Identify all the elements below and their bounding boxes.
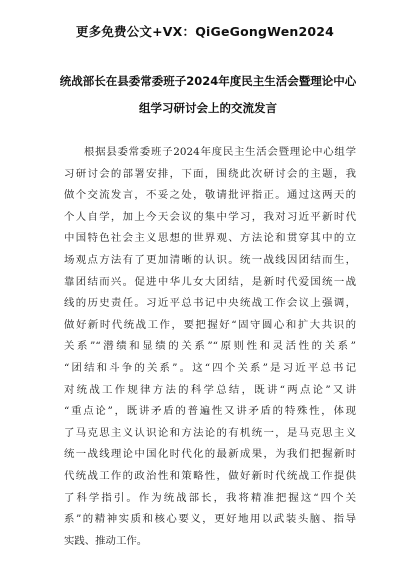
body-line: “重点论”，既讲矛盾的普遍性又讲矛盾的特殊性，体现 [64, 405, 356, 418]
body-line: 根据县委常委班子2024年度民主生活会暨理论中心组学 [84, 146, 356, 158]
body-line: 统一战线理论中国化时代化的最新成果，为我们把握新时 [64, 448, 356, 461]
body-line: 靠团结而兴。促进中华儿女大团结，是新时代爱国统一战 [64, 275, 356, 288]
body-line: 个人自学，加上今天会议的集中学习，我对习近平新时代 [64, 210, 356, 223]
body-line: 系”的精神实质和核心要义，更好地用以武装头脑、指导 [64, 513, 356, 526]
body-line: 做好新时代统战工作，要把握好“固守圆心和扩大共识的 [64, 318, 356, 331]
document-title [58, 68, 358, 122]
body-line: 中国特色社会主义思想的世界观、方法论和贯穿其中的立 [64, 232, 356, 245]
body-line: “团结和斗争的关系”。这“四个关系”是习近平总书记 [64, 361, 356, 374]
body-line: 场观点方法有了更加清晰的认识。统一战线因团结而生， [64, 253, 356, 266]
document-body [64, 142, 356, 552]
body-line: 对统战工作规律方法的科学总结，既讲“两点论”又讲 [64, 383, 356, 396]
body-line: 了科学指引。作为统战部长，我将精准把握这“四个关 [64, 491, 356, 504]
body-line: 做个交流发言，不妥之处，敬请批评指正。通过这两天的 [64, 189, 356, 202]
title-line-1: 统战部长在县委常委班子2024年度民主生活会暨理论中心 [59, 74, 357, 88]
body-line: 实践、推动工作。 [64, 534, 148, 547]
body-line: 代统战工作的政治性和策略性，做好新时代统战工作提供 [64, 469, 356, 482]
body-line: 线的历史责任。习近平总书记中央统战工作会议上强调， [64, 297, 356, 310]
body-line: 习研讨会的部署安排，下面，围绕此次研讨会的主题，我 [64, 167, 356, 180]
promo-banner: 更多免费公文+VX：QiGeGongWen2024 [75, 24, 335, 39]
body-line: 关系”“潜绩和显绩的关系”“原则性和灵活性的关系” [64, 340, 356, 353]
body-line: 了马克思主义认识论和方法论的有机统一，是马克思主义 [64, 426, 356, 439]
title-line-2: 组学习研讨会上的交流发言 [139, 101, 277, 115]
